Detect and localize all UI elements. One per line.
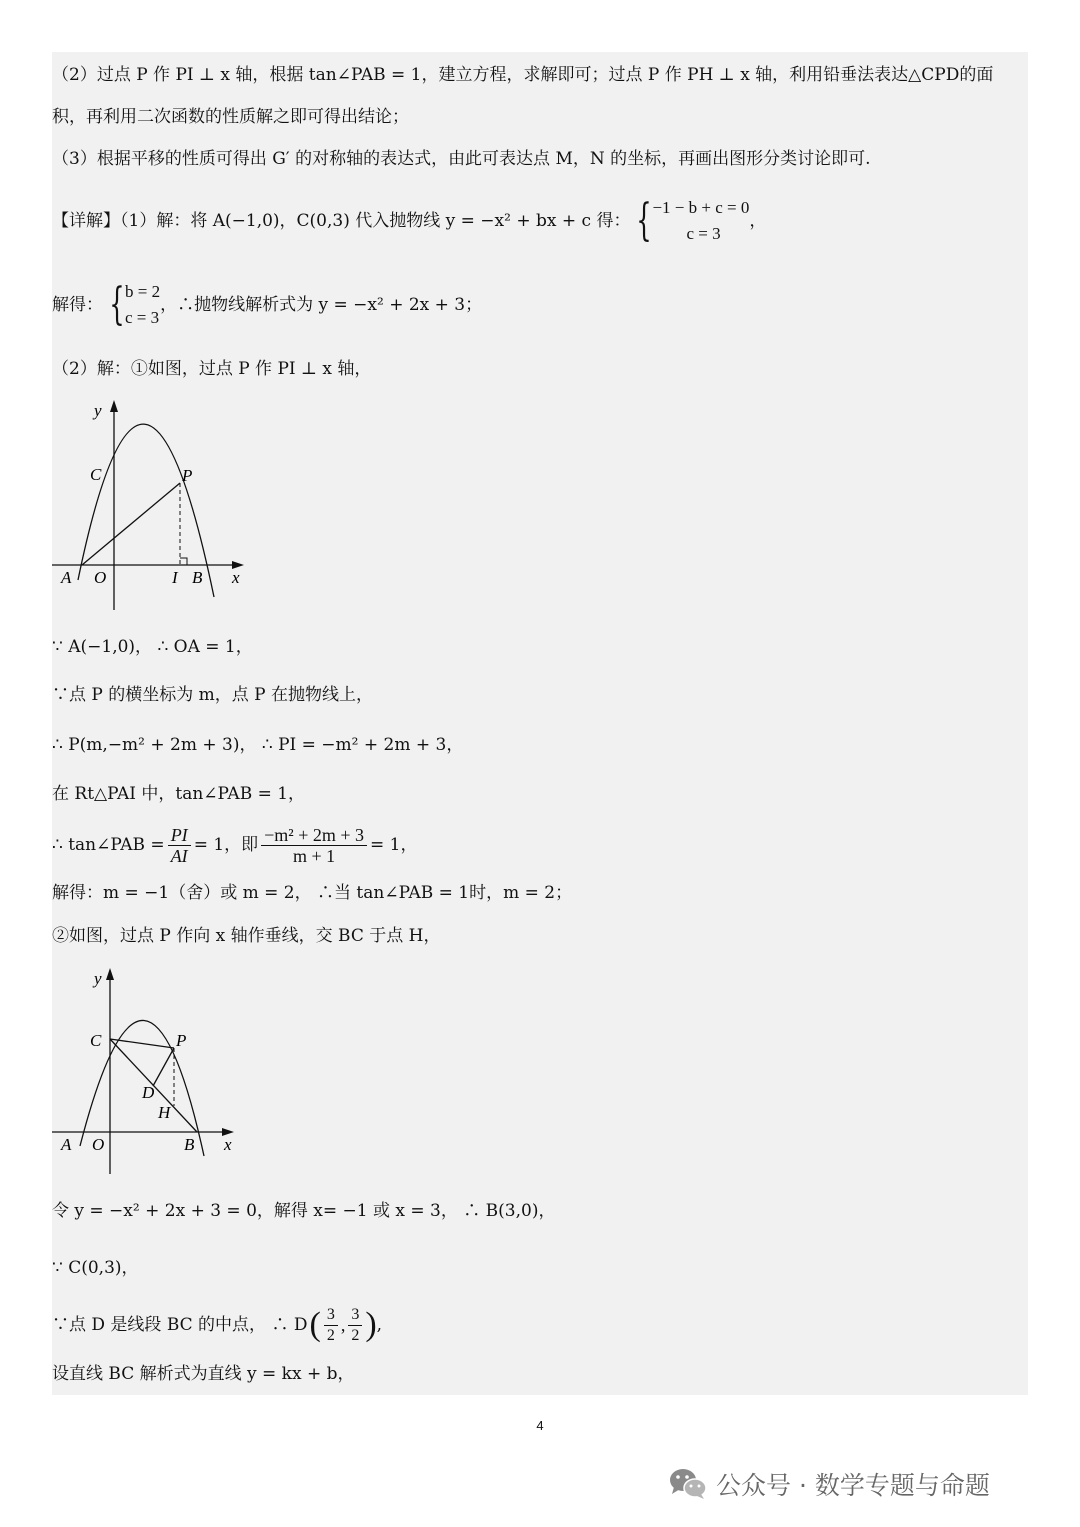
text-suffix: ，∴抛物线解析式为 y = −x² + 2x + 3； [160, 295, 483, 315]
solution-result [52, 278, 482, 332]
text-line-1: （2）过点 P 作 PI ⊥ x 轴，根据 tan∠PAB = 1，建立方程，求解即可；过点 P 作 PH ⊥ x 轴，利用铅垂法表达△CPD的面 [52, 65, 994, 85]
text-line-16 [52, 1300, 382, 1350]
point-label-b: B [192, 568, 203, 587]
paren-open: ( [309, 1306, 321, 1343]
text-prefix: ∵点 D 是线段 BC 的中点， ∴ D [52, 1315, 308, 1335]
point-label-p: P [182, 466, 193, 485]
point-label-c: C [90, 1031, 102, 1050]
text-line-4: 【详解】（1）解：将 A(−1,0)，C(0,3) 代入抛物线 y = −x² + bx + c 得： [52, 211, 631, 231]
comma-symbol: , [340, 1315, 346, 1335]
axis-label-x: x [224, 1135, 232, 1154]
text-suffix: = 1， [370, 835, 418, 855]
fraction-x [324, 1305, 338, 1346]
fraction-denominator: 2 [351, 1326, 360, 1344]
fraction-y [348, 1305, 362, 1346]
system-eq-b: b = 2 [125, 282, 161, 301]
fraction-denominator: m + 1 [293, 845, 336, 866]
point-label-d: D [142, 1083, 155, 1102]
figure-2-parabola [52, 960, 252, 1182]
brace-symbol: { [636, 195, 653, 246]
text-line-12: 解得：m = −1（舍）或 m = 2， ∴当 tan∠PAB = 1时，m = 2； [52, 883, 573, 903]
system-eq-2: c = 3 [686, 224, 721, 243]
fraction-numerator: PI [170, 824, 188, 845]
fraction-numerator: 3 [348, 1305, 362, 1326]
point-label-o: O [92, 1135, 105, 1154]
text-line-15: ∵ C(0,3)， [52, 1258, 139, 1278]
text-tail: ， [749, 211, 767, 231]
text-line-14: 令 y = −x² + 2x + 3 = 0，解得 x= −1 或 x = 3， ∴ B(3,0)， [52, 1201, 556, 1221]
text-middle: = 1，即 [193, 835, 259, 855]
system-eq-c: c = 3 [125, 308, 160, 327]
point-label-p: P [176, 1031, 187, 1050]
point-label-a: A [61, 568, 72, 587]
fraction-pi-ai [168, 825, 191, 866]
point-label-o: O [94, 568, 107, 587]
text-line-8: ∵点 P 的横坐标为 m，点 P 在抛物线上， [52, 685, 374, 705]
axis-label-y: y [94, 969, 102, 988]
text-prefix: 解得： [52, 295, 103, 315]
solution-part1 [52, 194, 766, 248]
text-line-11 [52, 822, 417, 868]
text-line-9: ∴ P(m,−m² + 2m + 3)， ∴ PI = −m² + 2m + 3， [52, 735, 464, 755]
text-line-2: 积，再利用二次函数的性质解之即可得出结论； [52, 107, 409, 127]
point-label-a: A [61, 1135, 72, 1154]
text-line-7: ∵ A(−1,0)， ∴ OA = 1， [52, 637, 253, 657]
watermark [668, 1466, 990, 1502]
point-label-i: I [172, 568, 178, 587]
text-line-10: 在 Rt△PAI 中，tan∠PAB = 1， [52, 784, 306, 804]
text-line-3: （3）根据平移的性质可得出 G′ 的对称轴的表达式，由此可表达点 M，N 的坐标，再画出图形分类讨论即可. [52, 149, 871, 169]
point-label-h: H [158, 1103, 171, 1122]
fraction-numerator: −m² + 2m + 3 [261, 825, 367, 846]
equation-system-2 [125, 279, 160, 331]
axis-label-y: y [94, 401, 102, 420]
wechat-icon [668, 1466, 708, 1502]
system-eq-1: −1 − b + c = 0 [652, 198, 750, 217]
comma-symbol: , [376, 1315, 383, 1335]
page-number: 4 [536, 1418, 544, 1433]
point-label-b: B [184, 1135, 195, 1154]
figure-1-parabola [52, 392, 252, 617]
brace-symbol: { [109, 279, 125, 330]
point-label-c: C [90, 465, 102, 484]
text-line-6: （2）解：①如图，过点 P 作 PI ⊥ x 轴， [52, 359, 372, 379]
watermark-text: 公众号 · 数学专题与命题 [716, 1471, 990, 1500]
axis-label-x: x [232, 568, 240, 587]
equation-system-1 [652, 195, 749, 247]
fraction-denominator: AI [170, 845, 188, 866]
page-content [52, 52, 1028, 1395]
text-prefix: ∴ tan∠PAB = [52, 835, 165, 855]
fraction-denominator: 2 [326, 1326, 335, 1344]
fraction-expression [261, 825, 367, 866]
paren-close: ) [365, 1306, 377, 1343]
text-line-13: ②如图，过点 P 作向 x 轴作垂线，交 BC 于点 H， [52, 926, 441, 946]
text-line-17: 设直线 BC 解析式为直线 y = kx + b， [52, 1364, 355, 1384]
fraction-numerator: 3 [324, 1305, 338, 1326]
